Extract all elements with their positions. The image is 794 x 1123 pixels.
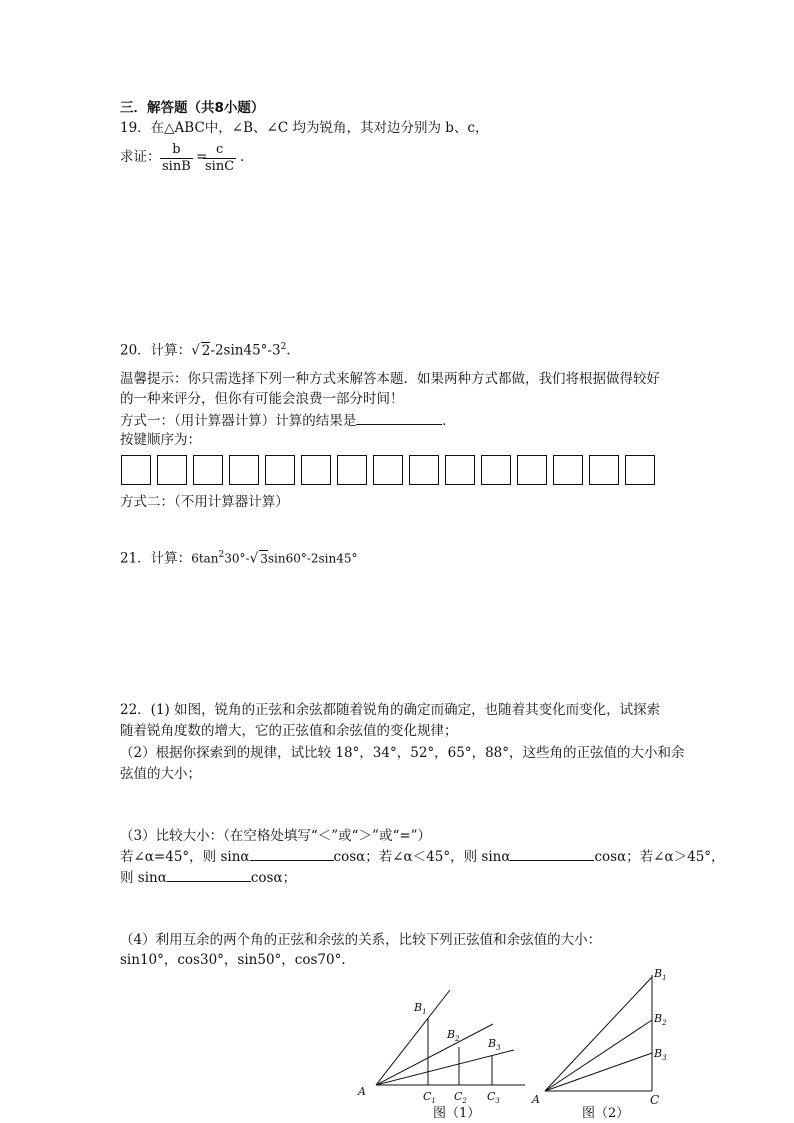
q21-exponent: 2 [218, 550, 225, 560]
q22-p3-a3: cosα；若∠α＞45°， [594, 849, 725, 865]
q22-part4-title: （4）利用互余的两个角的正弦和余弦的关系，比较下列正弦值和余弦值的大小： [120, 932, 602, 948]
q21-part1: 6tan [191, 551, 219, 566]
fig1-ray-2 [376, 1024, 493, 1085]
q19-frac1-numerator: b [160, 142, 193, 159]
q20-tip-line1: 温馨提示：你只需选择下列一种方式来解答本题．如果两种方式都做，我们将根据做得较好 [120, 371, 660, 387]
q22-p3-b1: 则 sinα [120, 870, 167, 886]
figure-1 [376, 990, 525, 1085]
key-entry-box[interactable] [445, 455, 475, 485]
key-entry-box[interactable] [373, 455, 403, 485]
q20-radicand: 2 [201, 342, 211, 359]
key-entry-box[interactable] [625, 455, 655, 485]
q19-fraction-c [203, 142, 236, 175]
fig1-label-A: A [358, 1085, 366, 1098]
q20-exponent: 2 [280, 342, 287, 352]
figure-1-labels [357, 1001, 501, 1105]
q22-blank-2[interactable] [510, 846, 594, 861]
fig1-label-C3-letter: C [487, 1090, 496, 1103]
fig2-label-C: C [650, 1093, 660, 1107]
radical-sign-icon: √ [191, 342, 200, 359]
fig1-label-B1-sub: 1 [422, 1008, 427, 1016]
q20-method1-end: ． [442, 413, 456, 429]
q22-p3-a2: cosα；若∠α＜45°，则 sinα [333, 849, 511, 865]
fig1-label-C3-sub: 3 [495, 1097, 500, 1105]
key-entry-box[interactable] [553, 455, 583, 485]
fig2-hyp-2 [545, 1020, 652, 1091]
fig2-label-B3-letter: B [654, 1047, 663, 1060]
key-entry-box[interactable] [409, 455, 439, 485]
fig2-label-B1 [653, 967, 667, 982]
fig2-label-B3-sub: 3 [662, 1054, 667, 1062]
q20-answer-blank[interactable] [356, 410, 442, 425]
fig2-label-B3 [653, 1047, 667, 1062]
q20-method2: 方式二：（不用计算器计算） [120, 494, 289, 510]
fig1-label-C2-sub: 2 [462, 1097, 467, 1105]
q21-expression [120, 545, 358, 569]
q19-prove-label: 求证： [120, 149, 161, 165]
key-entry-box[interactable] [337, 455, 367, 485]
q22-part3-title: （3）比较大小：（在空格处填写“＜”或“＞”或“=”） [120, 828, 432, 844]
fig1-label-B3-sub: 3 [496, 1044, 501, 1052]
fig2-label-B2-sub: 2 [662, 1019, 667, 1027]
figure-2 [545, 975, 652, 1091]
q22-part2-line2: 弦值的大小； [120, 766, 201, 782]
key-entry-box[interactable] [481, 455, 511, 485]
q22-blank-1[interactable] [250, 846, 334, 861]
q19-period: . [240, 149, 245, 165]
fig1-label-C3 [487, 1090, 500, 1105]
fig1-label-B2-letter: B [447, 1028, 456, 1041]
figure-2-labels [531, 967, 667, 1107]
q21-part3: sin60°-2sin45° [267, 551, 358, 566]
q22-blank-3[interactable] [167, 867, 251, 882]
fig1-label-B2 [446, 1028, 460, 1043]
q22-p3-a1: 若∠α=45°，则 sinα [120, 849, 250, 865]
fig2-caption: 图（2） [582, 1106, 630, 1121]
q19-frac2-numerator: c [203, 142, 236, 159]
fig1-label-B1-letter: B [414, 1001, 423, 1014]
q19-equals: = [196, 149, 208, 165]
fig1-label-C1-sub: 1 [431, 1097, 436, 1105]
q20-method1 [120, 410, 456, 431]
fig1-label-B3-letter: B [488, 1037, 497, 1050]
q21-radicand: 3 [260, 551, 268, 566]
fig1-label-C1 [423, 1090, 436, 1105]
q20-tip-line2: 的一种来评分，但你有可能会浪费一部分时间！ [120, 391, 404, 407]
q22-part1-line2: 随着锐角度数的增大，它的正弦值和余弦值的变化规律； [120, 723, 458, 739]
fig1-label-B3 [487, 1037, 501, 1052]
q20-label: 20．计算： [120, 342, 192, 359]
q22-part3-line2 [120, 867, 296, 888]
key-entry-box[interactable] [121, 455, 151, 485]
q20-key-order-label: 按键顺序为： [120, 432, 201, 448]
fig1-ray-1 [376, 990, 450, 1085]
q20-method1-text: 方式一：（用计算器计算）计算的结果是 [120, 413, 357, 429]
q20-end: . [286, 342, 291, 359]
key-entry-box[interactable] [301, 455, 331, 485]
fig2-label-A: A [532, 1093, 540, 1106]
fig2-hyp-3 [545, 1053, 652, 1091]
q22-part2-line1: （2）根据你探索到的规律，试比较 18°，34°，52°，65°，88°，这些角的正弦值的大小和余 [120, 745, 685, 761]
q22-part3-line1 [120, 846, 725, 867]
fig2-label-B1-sub: 1 [662, 974, 667, 982]
key-entry-box[interactable] [517, 455, 547, 485]
fig2-label-B2 [653, 1012, 667, 1027]
q19-frac2-denominator: sinC [205, 159, 235, 174]
q20-expression [120, 337, 291, 361]
fig1-caption: 图（1） [433, 1106, 481, 1121]
fig1-ray-3 [376, 1050, 514, 1085]
q20-key-boxes [121, 455, 655, 485]
q21-label: 21．计算： [120, 550, 192, 567]
fig1-label-B2-sub: 2 [455, 1035, 460, 1043]
q19-fraction-b [160, 142, 193, 175]
radical-sign-icon: √ [249, 550, 259, 567]
q19-frac1-denominator: sinB [162, 159, 191, 174]
q22-p3-b2: cosα； [250, 870, 297, 886]
key-entry-box[interactable] [193, 455, 223, 485]
q22-part1-line1: 22．(1) 如图，锐角的正弦和余弦都随着锐角的确定而确定，也随着其变化而变化，试探索 [120, 702, 661, 718]
key-entry-box[interactable] [589, 455, 619, 485]
section-heading: 三．解答题（共8小题） [120, 100, 265, 116]
key-entry-box[interactable] [265, 455, 295, 485]
q21-part2: 30°- [224, 551, 250, 566]
key-entry-box[interactable] [157, 455, 187, 485]
fig1-label-C2-letter: C [454, 1090, 463, 1103]
fig2-hyp-1 [545, 977, 652, 1091]
fig2-label-B1-letter: B [654, 967, 663, 980]
q20-rest: -2sin45°-3 [210, 342, 281, 359]
fig1-label-C1-letter: C [423, 1090, 432, 1103]
key-entry-box[interactable] [229, 455, 259, 485]
fig2-label-B2-letter: B [654, 1012, 663, 1025]
q19-statement: 19．在△ABC中，∠B、∠C 均为锐角，其对边分别为 b、c， [120, 120, 489, 136]
fig1-label-C2 [454, 1090, 467, 1105]
fig1-label-B1 [413, 1001, 427, 1016]
q22-part4-values: sin10°，cos30°，sin50°，cos70°. [120, 952, 346, 968]
